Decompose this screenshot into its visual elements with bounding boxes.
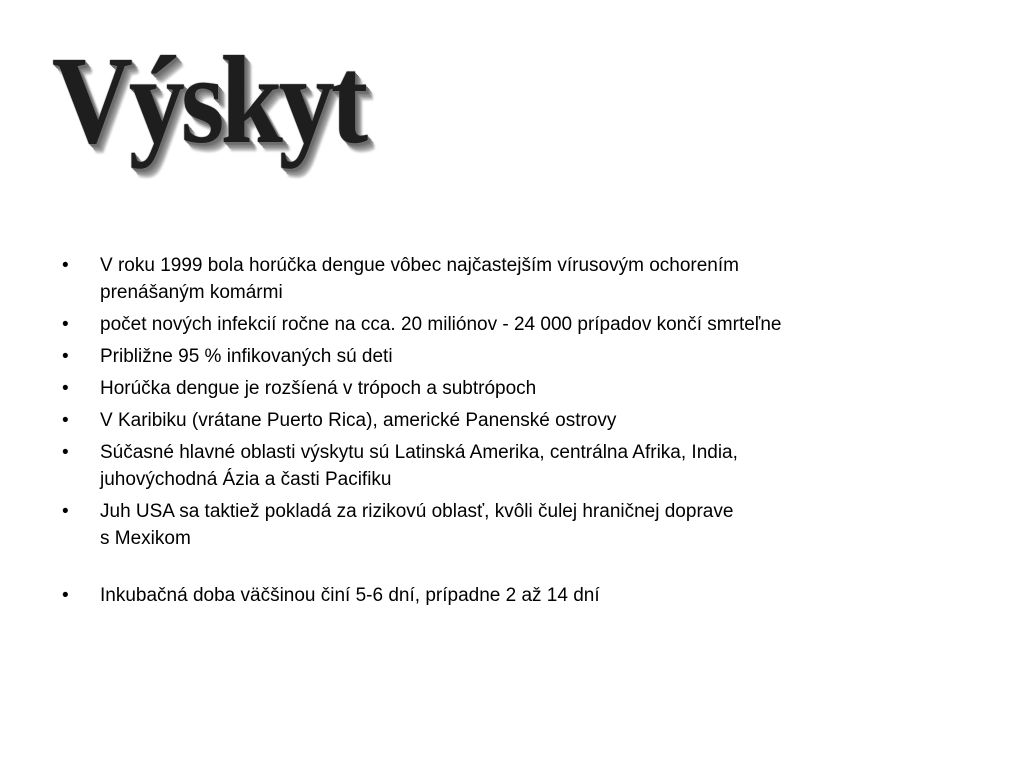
bullet-icon: •	[62, 346, 69, 367]
bullet-icon: •	[62, 585, 69, 606]
slide-title: Výskyt	[52, 31, 365, 171]
bullet-item	[62, 343, 942, 370]
bullet-text-line: Horúčka dengue je rozšíená v trópoch a subtrópoch	[100, 378, 537, 399]
bullet-text-line: Približne 95 % infikovaných sú deti	[100, 346, 393, 367]
bullet-item	[62, 582, 942, 609]
bullet-icon: •	[62, 378, 69, 399]
bullet-icon: •	[62, 501, 69, 522]
bullet-text-line: prenášaným komármi	[100, 282, 283, 303]
bullet-list	[62, 252, 942, 614]
bullet-item	[62, 375, 942, 402]
bullet-icon: •	[62, 410, 69, 431]
bullet-icon: •	[62, 255, 69, 276]
bullet-text-line: Juh USA sa taktiež pokladá za rizikovú oblasť, kvôli čulej hraničnej doprave	[100, 501, 734, 522]
bullet-text-line: s Mexikom	[100, 528, 191, 549]
bullet-item	[62, 498, 942, 552]
bullet-text-line: Súčasné hlavné oblasti výskytu sú Latinská Amerika, centrálna Afrika, India,	[100, 442, 738, 463]
bullet-item	[62, 252, 942, 306]
bullet-item	[62, 439, 942, 493]
bullet-icon: •	[62, 442, 69, 463]
bullet-icon: •	[62, 314, 69, 335]
bullet-item	[62, 311, 942, 338]
bullet-text-line: Inkubačná doba väčšinou činí 5-6 dní, prípadne 2 až 14 dní	[100, 585, 600, 606]
bullet-text-line: V Karibiku (vrátane Puerto Rica), americké Panenské ostrovy	[100, 410, 617, 431]
bullet-text-line: počet nových infekcií ročne na cca. 20 miliónov - 24 000 prípadov končí smrteľne	[100, 314, 782, 335]
bullet-text-line: V roku 1999 bola horúčka dengue vôbec najčastejším vírusovým ochorením	[100, 255, 739, 276]
bullet-text-line: juhovýchodná Ázia a časti Pacifiku	[100, 469, 392, 490]
bullet-item	[62, 407, 942, 434]
